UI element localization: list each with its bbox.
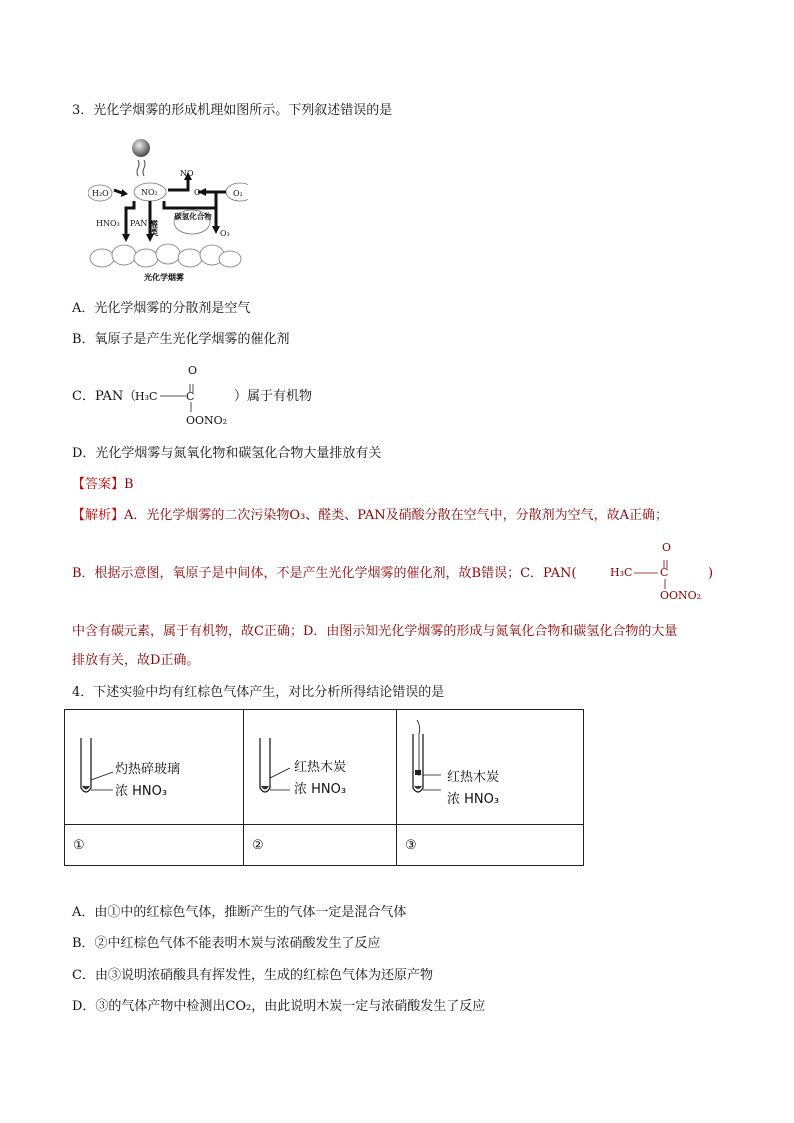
formula2-c: C (660, 566, 669, 579)
aldehyde-label: 醛类 (149, 220, 159, 236)
no2-label: NO₂ (141, 188, 158, 197)
q3-option-d: D．光化学烟雾与氮氧化物和碳氢化合物大量排放有关 (72, 446, 382, 461)
formula-o: O (188, 364, 198, 377)
q4-stem: 4．下述实验中均有红棕色气体产生，对比分析所得结论错误的是 (72, 685, 445, 700)
no-label: NO (180, 169, 194, 178)
experiment-cell-1 (65, 710, 244, 825)
photochemical-smog-diagram (88, 138, 248, 286)
o-label: O (194, 188, 201, 197)
q4-option-b: B．②中红棕色气体不能表明木炭与浓硝酸发生了反应 (72, 936, 381, 951)
q3-answer (72, 476, 134, 494)
smog-caption: 光化学烟雾 (144, 273, 184, 282)
q4-option-d: D．③的气体产物中检测出CO₂，由此说明木炭一定与浓硝酸发生了反应 (72, 999, 486, 1014)
experiment-num-2: ② (244, 825, 397, 866)
experiment-cell-2 (244, 710, 397, 825)
o2-label: O₂ (233, 189, 243, 198)
pan-label: PAN (130, 219, 148, 228)
answer-label: 【答案】 (72, 477, 125, 492)
q3-analysis-line4: 排放有关，故D正确。 (72, 653, 200, 668)
q3-option-a: A．光化学烟雾的分散剂是空气 (72, 301, 251, 316)
o3-label: O₃ (220, 229, 230, 238)
experiment-table (64, 709, 584, 866)
q3-stem: 3．光化学烟雾的形成机理如图所示。下列叙述错误的是 (72, 103, 393, 118)
q3-option-c-post: ）属于有机物 (234, 389, 313, 404)
q4-option-c: C．由③说明浓硝酸具有挥发性，生成的红棕色气体为还原产物 (72, 968, 433, 983)
q4-option-a: A．由①中的红棕色气体，推断产生的气体一定是混合气体 (72, 905, 407, 920)
experiment-cell-3 (397, 710, 584, 825)
q3-option-c-pre: C．PAN（ (72, 389, 137, 404)
formula-oono2: OONO₂ (186, 414, 228, 427)
q3-analysis-line1 (72, 507, 668, 525)
q3-option-b: B．氧原子是产生光化学烟雾的催化剂 (72, 332, 290, 347)
analysis-label: 【解析】 (72, 508, 125, 523)
q3-analysis-line3: 中含有碳元素，属于有机物，故C正确；D．由图示知光化学烟雾的形成与氮氧化合物和碳氢化合物的大量 (72, 624, 678, 639)
experiment-num-1: ① (65, 825, 244, 866)
cell3-acid: 浓 HNO₃ (447, 792, 500, 807)
analysis-text-1: A．光化学烟雾的二次污染物O₃、醛类、PAN及硝酸分散在空气中，分散剂为空气，故A正确； (124, 508, 668, 523)
h2o-label: H₂O (92, 189, 109, 198)
formula2-h3c: H₃C (610, 566, 633, 579)
experiment-num-3: ③ (397, 825, 584, 866)
formula2-o: O (662, 541, 672, 554)
formula-h3c: H₃C (135, 390, 158, 403)
cell2-reagent: 红热木炭 (294, 760, 347, 775)
cell2-acid: 浓 HNO₃ (294, 782, 347, 797)
hydrocarbon-label: 碳氢化合物 (174, 212, 212, 221)
cell3-reagent: 红热木炭 (447, 770, 500, 785)
q3-analysis-line2-post: ) (708, 566, 714, 581)
formula2-oono2: OONO₂ (660, 589, 702, 602)
q3-analysis-line2: B．根据示意图，氧原子是中间体，不是产生光化学烟雾的催化剂，故B错误；C．PAN( (72, 566, 577, 581)
formula-c: C (186, 390, 195, 403)
hno3-label: HNO₃ (96, 219, 120, 228)
sun-icon (132, 139, 150, 157)
smog-cloud (90, 244, 241, 267)
cell1-acid: 浓 HNO₃ (115, 784, 168, 799)
answer-value: B (124, 477, 134, 492)
cell1-reagent: 灼热碎玻璃 (115, 762, 181, 777)
